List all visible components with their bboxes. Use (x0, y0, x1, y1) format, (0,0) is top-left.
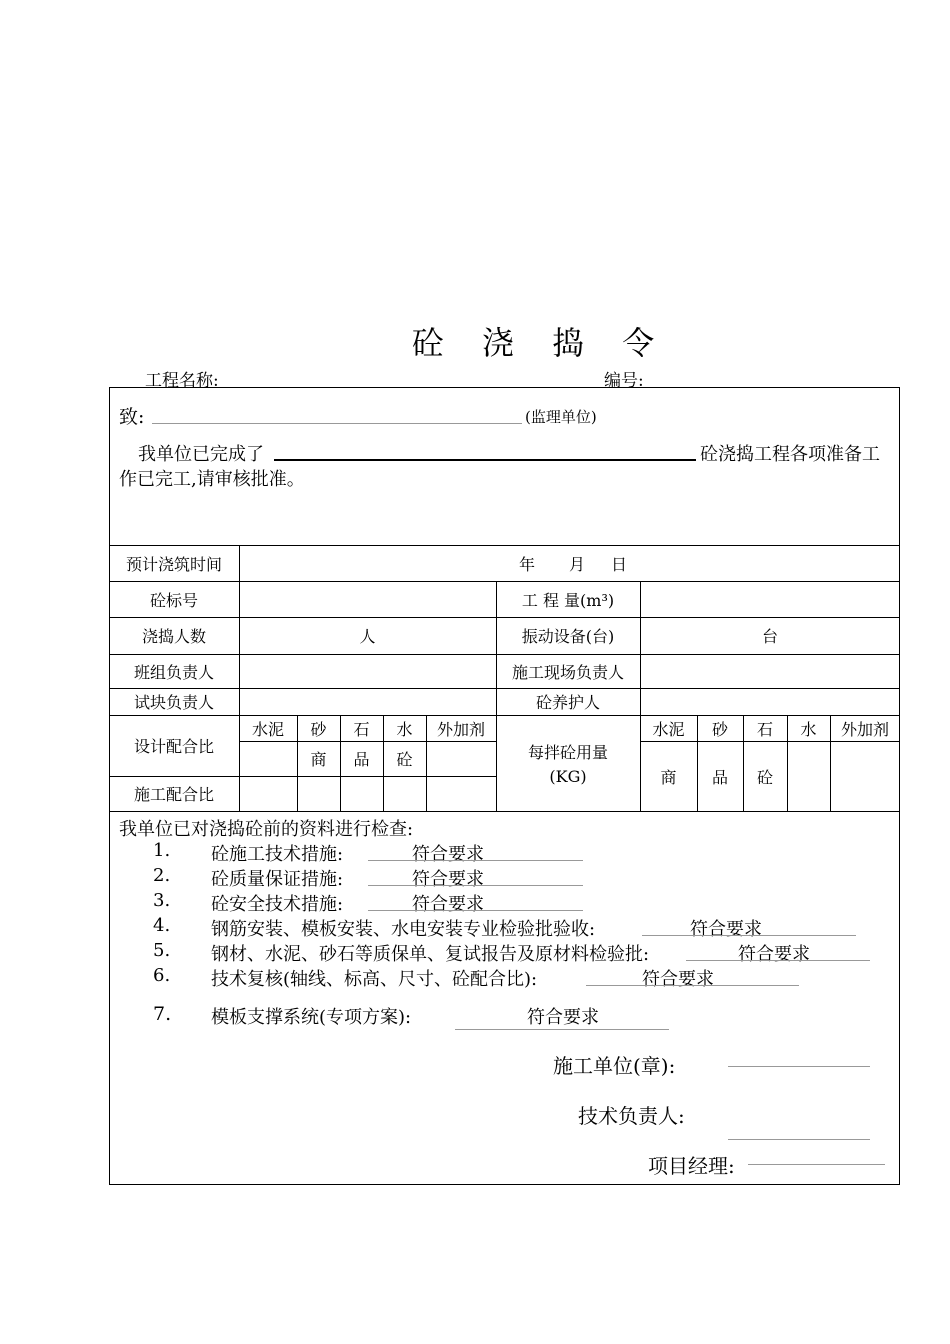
mix-header-sand: 砂 (310, 719, 327, 739)
mix-header-cement: 水泥 (251, 719, 284, 739)
mix-header-cement-right: 水泥 (652, 719, 685, 739)
mix-header-stone: 石 (353, 719, 370, 739)
request-suffix: 砼浇捣工程各项准备工 (700, 444, 880, 465)
check-num-6: 6. (153, 965, 171, 986)
design-mix-label: 设计配合比 (133, 737, 214, 756)
check-num-5: 5. (153, 940, 171, 961)
number-label: 编号: (604, 371, 644, 391)
commercial-char-2-right: 品 (711, 767, 728, 787)
date-day: 日 (610, 554, 627, 574)
mix-header-additive-right: 外加剂 (840, 719, 889, 739)
check-value-1[interactable]: 符合要求 (412, 844, 484, 865)
check-underline-5 (686, 960, 870, 961)
date-month: 月 (568, 554, 585, 574)
check-label-7: 模板支撑系统(专项方案): (211, 1007, 412, 1028)
workers-unit[interactable]: 人 (359, 627, 376, 646)
check-value-2[interactable]: 符合要求 (412, 869, 484, 890)
check-underline-2 (368, 885, 583, 886)
check-label-2: 砼质量保证措施: (211, 869, 344, 890)
completed-work-line[interactable] (274, 459, 696, 461)
check-num-3: 3. (153, 890, 171, 911)
check-value-7[interactable]: 符合要求 (527, 1007, 599, 1028)
curing-label: 砼养护人 (535, 693, 600, 712)
supervisor-unit-hint: (监理单位) (525, 408, 597, 426)
mix-header-stone-right: 石 (756, 719, 773, 739)
mix-header-water: 水 (396, 719, 413, 739)
check-label-3: 砼安全技术措施: (211, 894, 344, 915)
commercial-char-3: 砼 (396, 750, 413, 769)
to-label: 致: (119, 406, 145, 428)
checks-intro: 我单位已对浇捣砼前的资料进行检查: (119, 819, 414, 840)
sample-manager-label: 试块负责人 (133, 693, 214, 712)
commercial-char-1-right: 商 (660, 767, 677, 787)
commercial-char-1: 商 (310, 750, 327, 769)
table-bottom-border (109, 811, 900, 812)
check-label-1: 砼施工技术措施: (211, 844, 344, 865)
vibrator-label: 振动设备(台) (521, 627, 615, 646)
tech-lead-label: 技术负责人: (578, 1104, 685, 1128)
check-underline-6 (586, 985, 799, 986)
check-num-1: 1. (153, 840, 171, 861)
concrete-grade-value[interactable] (239, 581, 496, 617)
pour-time-label: 预计浇筑时间 (125, 554, 222, 574)
check-num-4: 4. (153, 915, 171, 936)
quantity-label: 工 程 量(m³) (521, 590, 615, 610)
quantity-value[interactable] (640, 581, 900, 617)
construction-unit-line[interactable] (728, 1066, 870, 1067)
check-label-5: 钢材、水泥、砂石等质保单、复试报告及原材料检验批: (211, 944, 650, 965)
check-label-6: 技术复核(轴线、标高、尺寸、砼配合比): (211, 969, 538, 990)
site-manager-label: 施工现场负责人 (511, 662, 624, 682)
per-batch-unit: (KG) (549, 766, 587, 786)
supervisor-unit-line[interactable] (152, 423, 522, 424)
check-value-5[interactable]: 符合要求 (738, 944, 810, 965)
check-underline-3 (368, 910, 583, 911)
project-manager-line[interactable] (748, 1164, 885, 1165)
mix-header-water-right: 水 (800, 719, 817, 739)
per-batch-label: 每拌砼用量 (527, 742, 608, 762)
mix-header-additive: 外加剂 (436, 719, 485, 739)
check-num-7: 7. (153, 1003, 172, 1025)
team-leader-label: 班组负责人 (133, 662, 214, 682)
check-value-4[interactable]: 符合要求 (690, 919, 762, 940)
date-year: 年 (518, 554, 535, 574)
curing-value[interactable] (640, 688, 900, 715)
tech-lead-line[interactable] (728, 1139, 870, 1140)
check-underline-7 (455, 1029, 669, 1030)
mix-header-sand-right: 砂 (711, 719, 728, 739)
check-underline-1 (368, 860, 583, 861)
check-num-2: 2. (153, 865, 171, 886)
project-manager-label: 项目经理: (648, 1154, 735, 1178)
construction-unit-label: 施工单位(章): (553, 1054, 676, 1078)
workers-label: 浇捣人数 (141, 627, 206, 646)
check-value-3[interactable]: 符合要求 (412, 894, 484, 915)
request-prefix: 我单位已完成了 (138, 444, 264, 465)
site-manager-value[interactable] (640, 654, 900, 688)
concrete-grade-label: 砼标号 (149, 590, 198, 610)
sample-manager-value[interactable] (239, 688, 496, 715)
construction-mix-label: 施工配合比 (133, 785, 214, 804)
check-value-6[interactable]: 符合要求 (642, 969, 714, 990)
check-underline-4 (642, 935, 856, 936)
commercial-char-2: 品 (353, 750, 370, 769)
vibrator-unit[interactable]: 台 (761, 627, 778, 646)
team-leader-value[interactable] (239, 654, 496, 688)
request-line2: 作已完工,请审核批准。 (119, 469, 305, 490)
commercial-char-3-right: 砼 (756, 767, 773, 787)
project-name-label: 工程名称: (145, 371, 219, 391)
document-title: 砼 浇 捣 令 (411, 324, 669, 362)
check-label-4: 钢筋安装、模板安装、水电安装专业检验批验收: (211, 919, 596, 940)
